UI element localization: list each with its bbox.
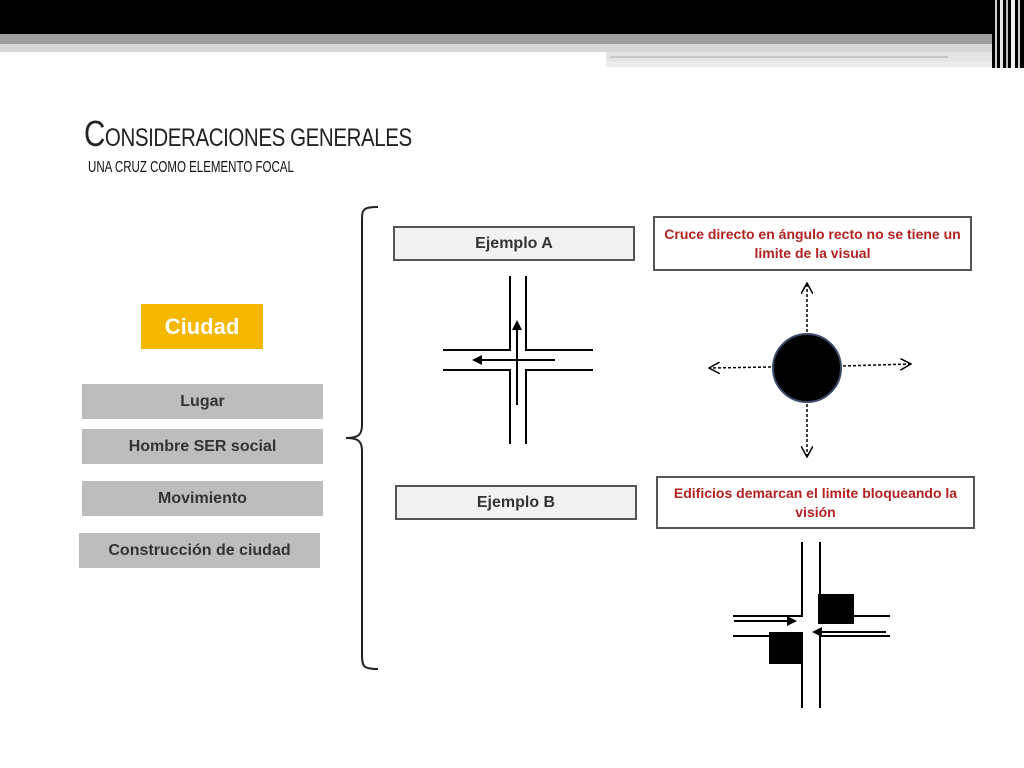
slide-subtitle: UNA CRUZ COMO ELEMENTO FOCAL	[88, 159, 294, 176]
ciudad-box: Ciudad	[141, 304, 263, 349]
concept-box-hombre: Hombre SER social	[82, 429, 323, 464]
example-a-note: Cruce directo en ángulo recto no se tiene un limite de la visual	[653, 216, 972, 271]
arrow-left-icon	[710, 367, 771, 368]
building-block	[818, 594, 854, 624]
title-initial: C	[84, 113, 105, 154]
crossroad-a-diagram	[443, 276, 593, 444]
concept-box-construccion: Construcción de ciudad	[79, 533, 320, 568]
concept-box-lugar: Lugar	[82, 384, 323, 419]
focal-circle	[773, 334, 841, 402]
crossroad-b-diagram	[733, 542, 890, 708]
example-b-note: Edificios demarcan el limite bloqueando la visión	[656, 476, 975, 529]
curly-brace	[346, 207, 378, 669]
focal-point-diagram	[710, 284, 910, 456]
arrow-right-icon	[843, 364, 910, 366]
example-a-label: Ejemplo A	[393, 226, 635, 261]
concept-box-movimiento: Movimiento	[82, 481, 323, 516]
title-rest: ONSIDERACIONES GENERALES	[104, 124, 412, 152]
example-b-label: Ejemplo B	[395, 485, 637, 520]
building-block	[769, 632, 803, 664]
